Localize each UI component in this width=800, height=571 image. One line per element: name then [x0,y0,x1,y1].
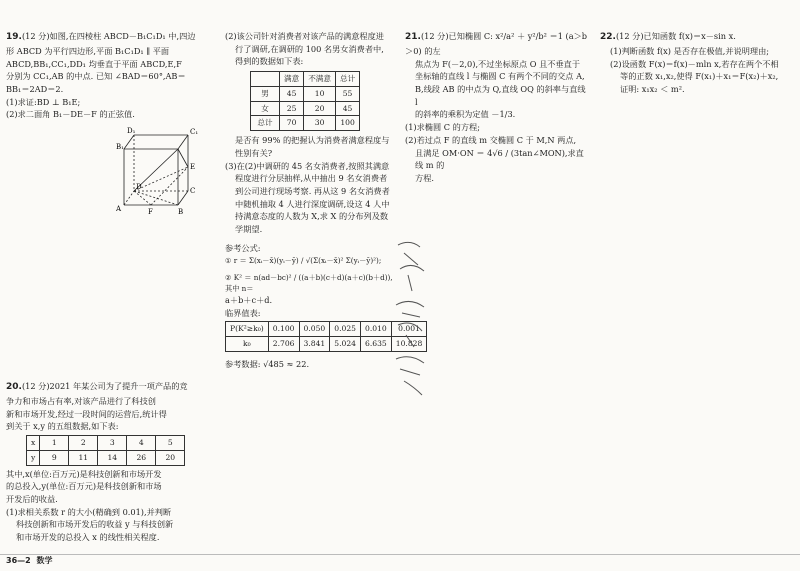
label-a: A [116,205,122,214]
q20-number: 20. [6,382,22,392]
table-cell: 2.706 [268,337,299,352]
table-row [251,86,360,101]
question-20 [6,380,211,544]
table-row [251,116,360,131]
q21-line: 的斜率的乘积为定值 －1/3. [415,109,516,120]
label-e: E [190,163,196,172]
table-cell: 14 [98,450,127,465]
q21-line: B,线段 AB 的中点为 Q,直线 OQ 的斜率与直线 l [415,84,586,107]
q20b-line: 行了调研,在调研的 100 名男女消费者中, [235,43,384,54]
table-cell: 100 [335,116,359,131]
q21-line: 方程. [415,172,434,183]
table-cell: 26 [127,450,156,465]
table-row [27,450,185,465]
prism-figure [116,125,206,215]
table-header: 满意 [280,72,304,87]
formula-r: ① r ＝ Σ(xᵢ－x̄)(yᵢ－ȳ) / √(Σ(xᵢ－x̄)² Σ(yᵢ－ȳ)²); [225,255,382,265]
q20b-line: 性别有关? [235,147,273,158]
table-header: P(K²≥k₀) [226,322,269,337]
q21-line: 坐标轴的直线 l 与椭圆 C 有两个不同的交点 A, [415,71,585,82]
table-cell: 30 [304,116,336,131]
q20b-line: 到公司进行现场考察. 再从这 9 名女消费者 [235,185,390,196]
xy-data-table [26,435,185,466]
q20b-line: (3)在(2)中调研的 45 名女消费者,按照其满意 [225,160,390,171]
table-cell: 11 [69,450,98,465]
table-cell: 45 [280,86,304,101]
q20b-line: 程度进行分层抽样,从中抽出 9 名女消费者 [235,173,388,184]
table-cell: 0.001 [391,322,427,337]
q20-line: 其中,x(单位:百万元)是科技创新和市场开发 [6,468,162,479]
table-cell: 男 [251,86,280,101]
q22-line: (1)判断函数 f(x) 是否存在极值,并说明理由; [610,45,770,56]
table-cell: 3 [98,436,127,451]
critical-label: 临界值表: [225,307,261,318]
q21-line: (2)若过点 F 的直线 m 交椭圆 C 于 M,N 两点, [405,134,577,145]
handwritten-stamp [390,235,430,405]
page-footer [6,555,53,567]
table-cell: 20 [156,450,185,465]
formula-label: 参考公式: [225,242,261,253]
table-cell: 0.010 [361,322,392,337]
q19-number: 19. [6,32,22,42]
table-cell: 2 [69,436,98,451]
q21-number: 21. [405,32,421,42]
satisfaction-table [250,71,360,131]
table-cell: 55 [335,86,359,101]
label-c1: C₁ [190,128,199,137]
question-19 [6,30,206,215]
footer-divider [0,554,800,555]
page-number: 36—2 [6,555,31,565]
q20-line: 和市场开发的总投入 x 的线性相关程度. [16,532,160,543]
table-cell: 20 [304,101,336,116]
table-header [251,72,280,87]
q20-line: 新和市场开发,经过一段时间的运营后,统计得 [6,408,167,419]
table-cell: 9 [40,450,69,465]
q22-line: (2)设函数 F(x)＝f(x)－mln x,若存在两个不相 [610,58,779,69]
table-cell: 5 [156,436,185,451]
table-cell: 总计 [251,116,280,131]
q22-line: 等的正数 x₁,x₂,使得 F(x₁)＋x₁＝F(x₂)＋x₂, [620,71,779,82]
q22-line: 证明: x₁x₂ ＜ m². [620,84,685,95]
q20-line: 开发后的收益. [6,493,58,504]
subject-name: 数学 [36,555,53,565]
table-row [251,72,360,87]
q20-line: (12 分)2021 年某公司为了提升一项产品的竞 [21,381,188,391]
q20-line: (1)求相关系数 r 的大小(精确到 0.01),并判断 [6,506,172,517]
question-22 [600,30,795,96]
table-cell: 5.024 [330,337,361,352]
table-cell: 6.635 [361,337,392,352]
formula-k: ② K² ＝ n(ad－bc)² / ((a＋b)(c＋d)(a＋c)(b＋d)), 其中 n＝ [225,272,393,293]
table-cell: 45 [335,101,359,116]
table-cell: 0.100 [268,322,299,337]
table-cell: 3.841 [299,337,330,352]
label-d: D [136,183,142,192]
label-d1: D₁ [127,127,136,136]
table-header: k₀ [226,337,269,352]
q20b-line: 学期望. [235,224,263,235]
table-cell: 女 [251,101,280,116]
table-cell: 0.050 [299,322,330,337]
label-b: B [178,208,184,216]
q20b-line: 中随机抽取 4 人进行深度调研,设这 4 人中 [235,198,390,209]
question-21 [405,30,590,185]
q20b-line: (2)该公司针对消费者对该产品的满意程度进 [225,31,384,41]
table-row [27,436,185,451]
q19-line: (2)求二面角 B₁－DE－F 的正弦值. [6,109,135,120]
table-cell: 10.828 [391,337,427,352]
table-header: 总计 [335,72,359,87]
table-cell: 4 [127,436,156,451]
label-b1: B₁ [116,143,124,152]
table-header: 不满意 [304,72,336,87]
q19-line: (12 分)如图,在四棱柱 ABCD－B₁C₁D₁ 中,四边 [21,31,196,41]
q20-line: 到关于 x,y 的五组数据,如下表: [6,421,119,432]
q19-line: BB₁＝2AD＝2. [6,84,64,95]
q22-line: (12 分)已知函数 f(x)＝x－sin x. [615,31,736,41]
table-cell: 0.025 [330,322,361,337]
table-cell: 1 [40,436,69,451]
table-cell: 10 [304,86,336,101]
label-c: C [190,187,196,196]
q22-number: 22. [600,32,616,42]
q20-line: 的总投入,y(单位:百万元)是科技创新和市场 [6,481,162,492]
table-cell: x [27,436,40,451]
q21-line: (1)求椭圆 C 的方程; [405,122,480,133]
table-cell: 70 [280,116,304,131]
q20b-line: 持满意态度的人数为 X,求 X 的分布列及数 [235,211,389,222]
reference-data: 参考数据: √485 ≈ 22. [225,358,310,369]
q20-line: 争力和市场占有率,对该产品进行了科技创 [6,395,156,406]
q19-line: ABCD,BB₁,CC₁,DD₁ 均垂直于平面 ABCD,E,F [6,58,182,69]
q21-line: (12 分)已知椭圆 C: x²/a² ＋ y²/b² ＝1 (a＞b＞0) 的左 [405,31,588,56]
table-row [251,101,360,116]
q20b-line: 得到的数据如下表: [235,56,304,67]
q21-line: 焦点为 F(－2,0),不过坐标原点 O 且不垂直于 [415,58,581,69]
table-cell: 25 [280,101,304,116]
q20-line: 科技创新和市场开发后的收益 y 与科技创新 [16,519,174,530]
q19-line: 形 ABCD 为平行四边形,平面 B₁C₁D₁ ∥ 平面 [6,45,170,56]
label-f: F [148,208,153,216]
q20b-line: 是否有 99% 的把握认为消费者满意程度与 [235,135,390,146]
q19-line: (1)求证:BD ⊥ B₁E; [6,96,81,107]
q21-line: 且满足 OM·ON ＝ 4√6 / (3tan∠MON),求直线 m 的 [415,147,584,171]
table-cell: y [27,450,40,465]
q19-line: 分别为 CC₁,AB 的中点. 已知 ∠BAD＝60°,AB＝ [6,71,186,82]
formula-n: a＋b＋c＋d. [225,294,273,305]
